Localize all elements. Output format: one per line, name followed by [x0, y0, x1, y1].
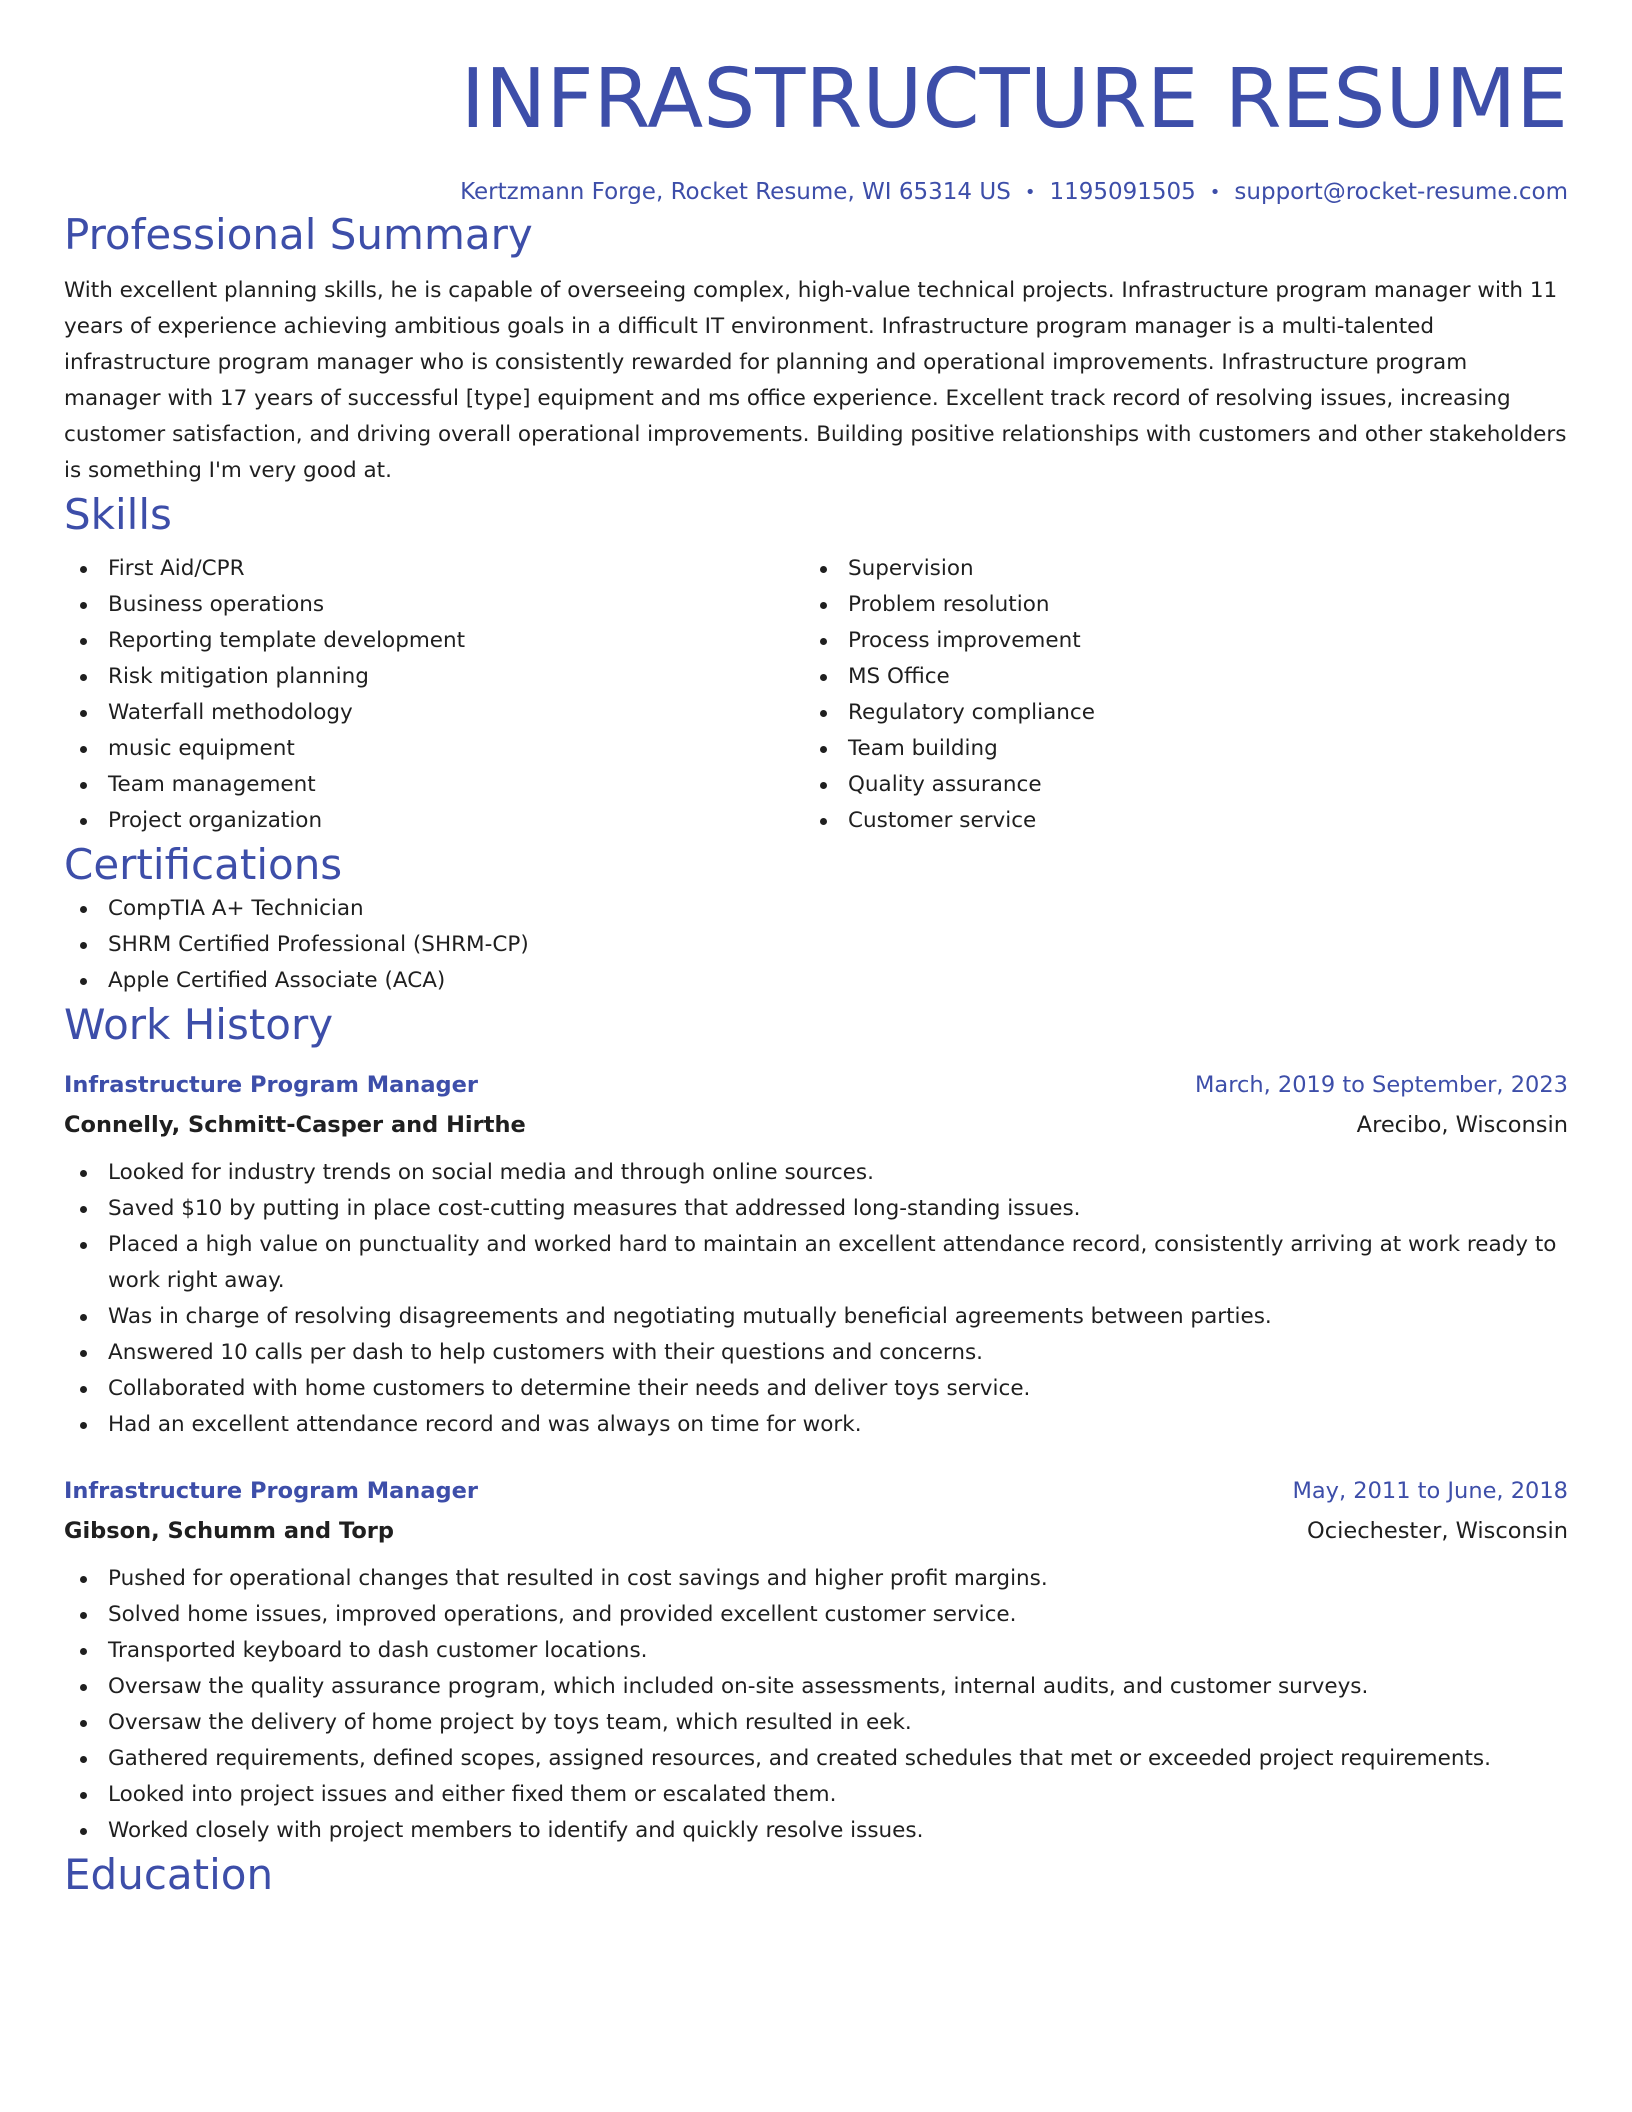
skill-item: Supervision — [804, 551, 1544, 587]
contact-phone: 1195091505 — [1049, 179, 1196, 205]
job-duties-list — [64, 1561, 1568, 1849]
job-duty: Collaborated with home customers to determine their needs and deliver toys service. — [64, 1371, 1568, 1407]
work-history-heading: Work History — [64, 1000, 334, 1049]
job-dates: March, 2019 to September, 2023 — [1195, 1072, 1568, 1098]
job-entry — [64, 1065, 1568, 1443]
skill-item: Team management — [64, 767, 804, 803]
skill-item: Quality assurance — [804, 767, 1544, 803]
certification-item: SHRM Certified Professional (SHRM-CP) — [64, 927, 1568, 963]
certifications-heading: Certifications — [64, 840, 343, 889]
contact-separator: • — [1024, 182, 1036, 203]
skills-columns — [64, 551, 1568, 839]
job-location: Arecibo, Wisconsin — [1356, 1112, 1568, 1138]
skill-item: Regulatory compliance — [804, 695, 1544, 731]
contact-address: Kertzmann Forge, Rocket Resume, WI 65314 US — [460, 179, 1011, 205]
skill-item: Customer service — [804, 803, 1544, 839]
summary-text: With excellent planning skills, he is capable of overseeing complex, high-value technical projects. Infrastructure program manager with 11 years of experience achieving ambitious goals in a difficult IT environment. Infrastructure program manager is a multi-talented infrastructure program manager who is consistently rewarded for planning and operational improvements. Infrastructure program manager with 17 years of successful [type] equipment and ms office experience. Excellent track record of resolving issues, increasing customer satisfaction, and driving overall operational improvements. Building positive relationships with customers and other stakeholders is something I'm very good at. — [64, 278, 1567, 483]
job-duty: Answered 10 calls per dash to help customers with their questions and concerns. — [64, 1335, 1568, 1371]
job-location: Ociechester, Wisconsin — [1307, 1518, 1568, 1544]
job-duty: Transported keyboard to dash customer locations. — [64, 1633, 1568, 1669]
job-title: Infrastructure Program Manager — [64, 1478, 478, 1504]
certification-item: CompTIA A+ Technician — [64, 891, 1568, 927]
job-dates: May, 2011 to June, 2018 — [1292, 1478, 1568, 1504]
skill-item: Business operations — [64, 587, 804, 623]
job-duty: Had an excellent attendance record and was always on time for work. — [64, 1407, 1568, 1443]
contact-email[interactable]: support@rocket-resume.com — [1234, 179, 1568, 205]
skills-list-right — [804, 551, 1544, 839]
resume-title: INFRASTRUCTURE RESUME — [460, 52, 1568, 147]
job-entry — [64, 1471, 1568, 1849]
skill-item: Process improvement — [804, 623, 1544, 659]
skill-item: Project organization — [64, 803, 804, 839]
job-duties-list — [64, 1155, 1568, 1443]
education-heading: Education — [64, 1850, 274, 1899]
certifications-list — [64, 891, 1568, 999]
job-duty: Oversaw the delivery of home project by toys team, which resulted in eek. — [64, 1705, 1568, 1741]
job-duty: Was in charge of resolving disagreements and negotiating mutually beneficial agreements between parties. — [64, 1299, 1568, 1335]
summary-heading: Professional Summary — [64, 210, 533, 259]
job-employer-row — [64, 1511, 1568, 1551]
job-header-row — [64, 1065, 1568, 1105]
job-employer: Connelly, Schmitt-Casper and Hirthe — [64, 1112, 526, 1138]
job-employer-row — [64, 1105, 1568, 1145]
skill-item: MS Office — [804, 659, 1544, 695]
job-duty: Placed a high value on punctuality and worked hard to maintain an excellent attendance record, consistently arriving at work ready to work right away. — [64, 1227, 1568, 1299]
skills-heading: Skills — [64, 490, 172, 539]
job-employer: Gibson, Schumm and Torp — [64, 1518, 394, 1544]
skill-item: Risk mitigation planning — [64, 659, 804, 695]
skill-item: Waterfall methodology — [64, 695, 804, 731]
contact-separator: • — [1209, 182, 1221, 203]
job-duty: Oversaw the quality assurance program, which included on-site assessments, internal audits, and customer surveys. — [64, 1669, 1568, 1705]
job-duty: Looked for industry trends on social media and through online sources. — [64, 1155, 1568, 1191]
skill-item: First Aid/CPR — [64, 551, 804, 587]
job-duty: Worked closely with project members to identify and quickly resolve issues. — [64, 1813, 1568, 1849]
resume-header — [64, 50, 1568, 209]
job-duty: Gathered requirements, defined scopes, assigned resources, and created schedules that met or exceeded project requirements. — [64, 1741, 1568, 1777]
certification-item: Apple Certified Associate (ACA) — [64, 963, 1568, 999]
skill-item: Reporting template development — [64, 623, 804, 659]
contact-line — [64, 176, 1568, 209]
job-duty: Solved home issues, improved operations, and provided excellent customer service. — [64, 1597, 1568, 1633]
skill-item: music equipment — [64, 731, 804, 767]
job-title: Infrastructure Program Manager — [64, 1072, 478, 1098]
skills-list-left — [64, 551, 804, 839]
job-duty: Pushed for operational changes that resulted in cost savings and higher profit margins. — [64, 1561, 1568, 1597]
job-header-row — [64, 1471, 1568, 1511]
skill-item: Problem resolution — [804, 587, 1544, 623]
job-duty: Looked into project issues and either fixed them or escalated them. — [64, 1777, 1568, 1813]
job-duty: Saved $10 by putting in place cost-cutting measures that addressed long-standing issues. — [64, 1191, 1568, 1227]
skill-item: Team building — [804, 731, 1544, 767]
